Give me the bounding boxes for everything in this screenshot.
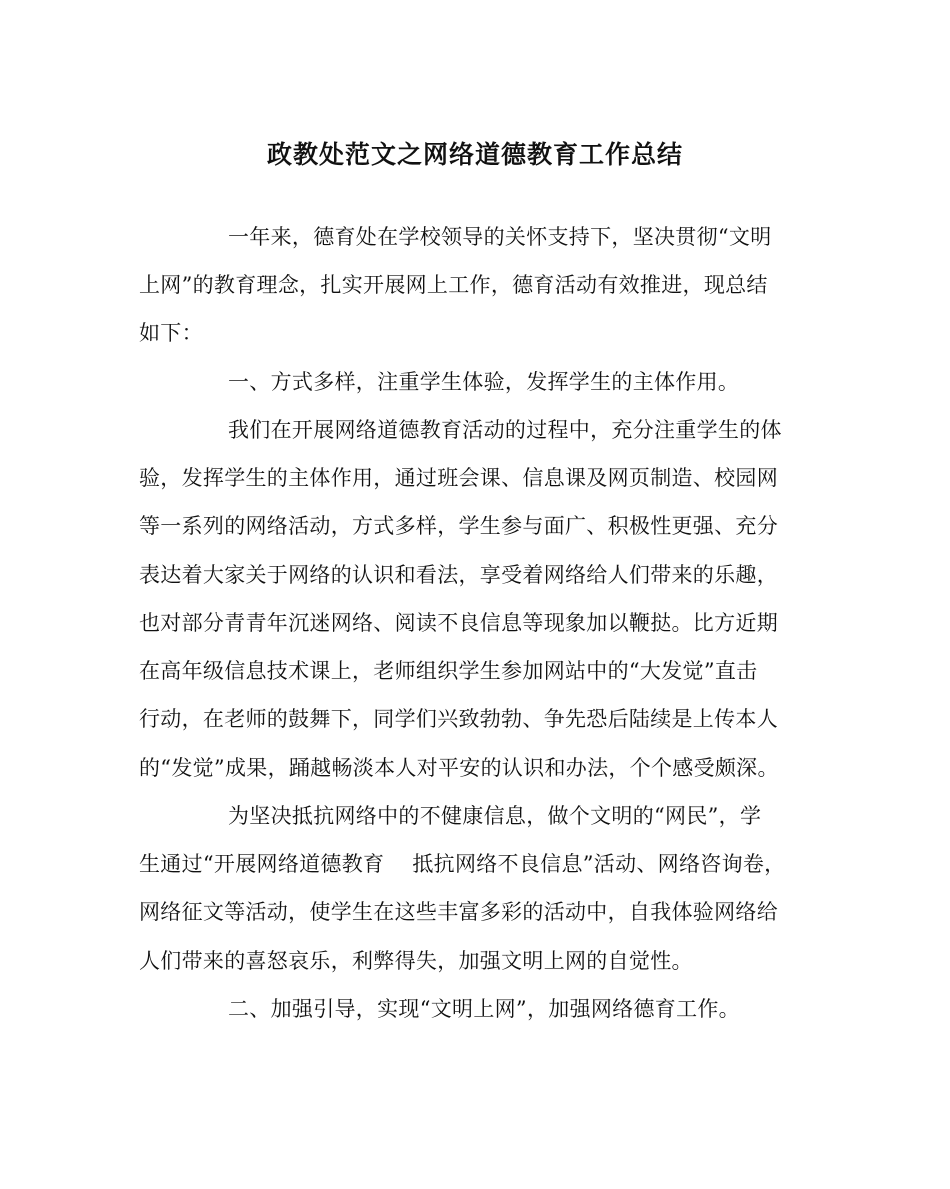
paragraph-line: 行动，在老师的鼓舞下，同学们兴致勃勃、争先恐后陆续是上传本人 [139, 707, 778, 731]
section-heading-2: 二、加强引导，实现“文明上网”，加强网络德育工作。 [228, 997, 740, 1021]
paragraph-line: 验，发挥学生的主体作用，通过班会课、信息课及网页制造、校园网 [139, 466, 778, 490]
paragraph-line: 我们在开展网络道德教育活动的过程中，充分注重学生的体 [228, 418, 782, 442]
paragraph-line: 也对部分青青年沉迷网络、阅读不良信息等现象加以鞭挞。比方近期 [139, 611, 778, 635]
paragraph-line: 的“发觉”成果，踊越畅淡本人对平安的认识和办法，个个感受颇深。 [139, 756, 779, 780]
paragraph-line: 在高年级信息技术课上，老师组织学生参加网站中的“大发觉”直击 [139, 659, 758, 683]
paragraph-line: 如下： [139, 321, 203, 345]
paragraph-line-split [139, 849, 785, 879]
document-title: 政教处范文之网络道德教育工作总结 [266, 140, 683, 169]
paragraph-line: 一年来，德育处在学校领导的关怀支持下，坚决贯彻“文明 [228, 225, 772, 249]
paragraph-line: 上网”的教育理念，扎实开展网上工作，德育活动有效推进，现总结 [139, 273, 768, 297]
section-heading-1: 一、方式多样，注重学生体验，发挥学生的主体作用。 [228, 370, 740, 394]
paragraph-line: 网络征文等活动，使学生在这些丰富多彩的活动中，自我体验网络给 [139, 900, 778, 924]
paragraph-line: 为坚决抵抗网络中的不健康信息，做个文明的“网民”，学 [228, 804, 762, 828]
split-line-left: 生通过“开展网络道德教育 [139, 852, 385, 876]
split-line-right: 抵抗网络不良信息”活动、网络咨询卷， [412, 852, 786, 876]
paragraph-line: 等一系列的网络活动，方式多样，学生参与面广、积极性更强、充分 [139, 514, 778, 538]
paragraph-line: 表达着大家关于网络的认识和看法，享受着网络给人们带来的乐趣， [139, 563, 778, 587]
paragraph-line: 人们带来的喜怒哀乐，利弊得失，加强文明上网的自觉性。 [139, 949, 693, 973]
